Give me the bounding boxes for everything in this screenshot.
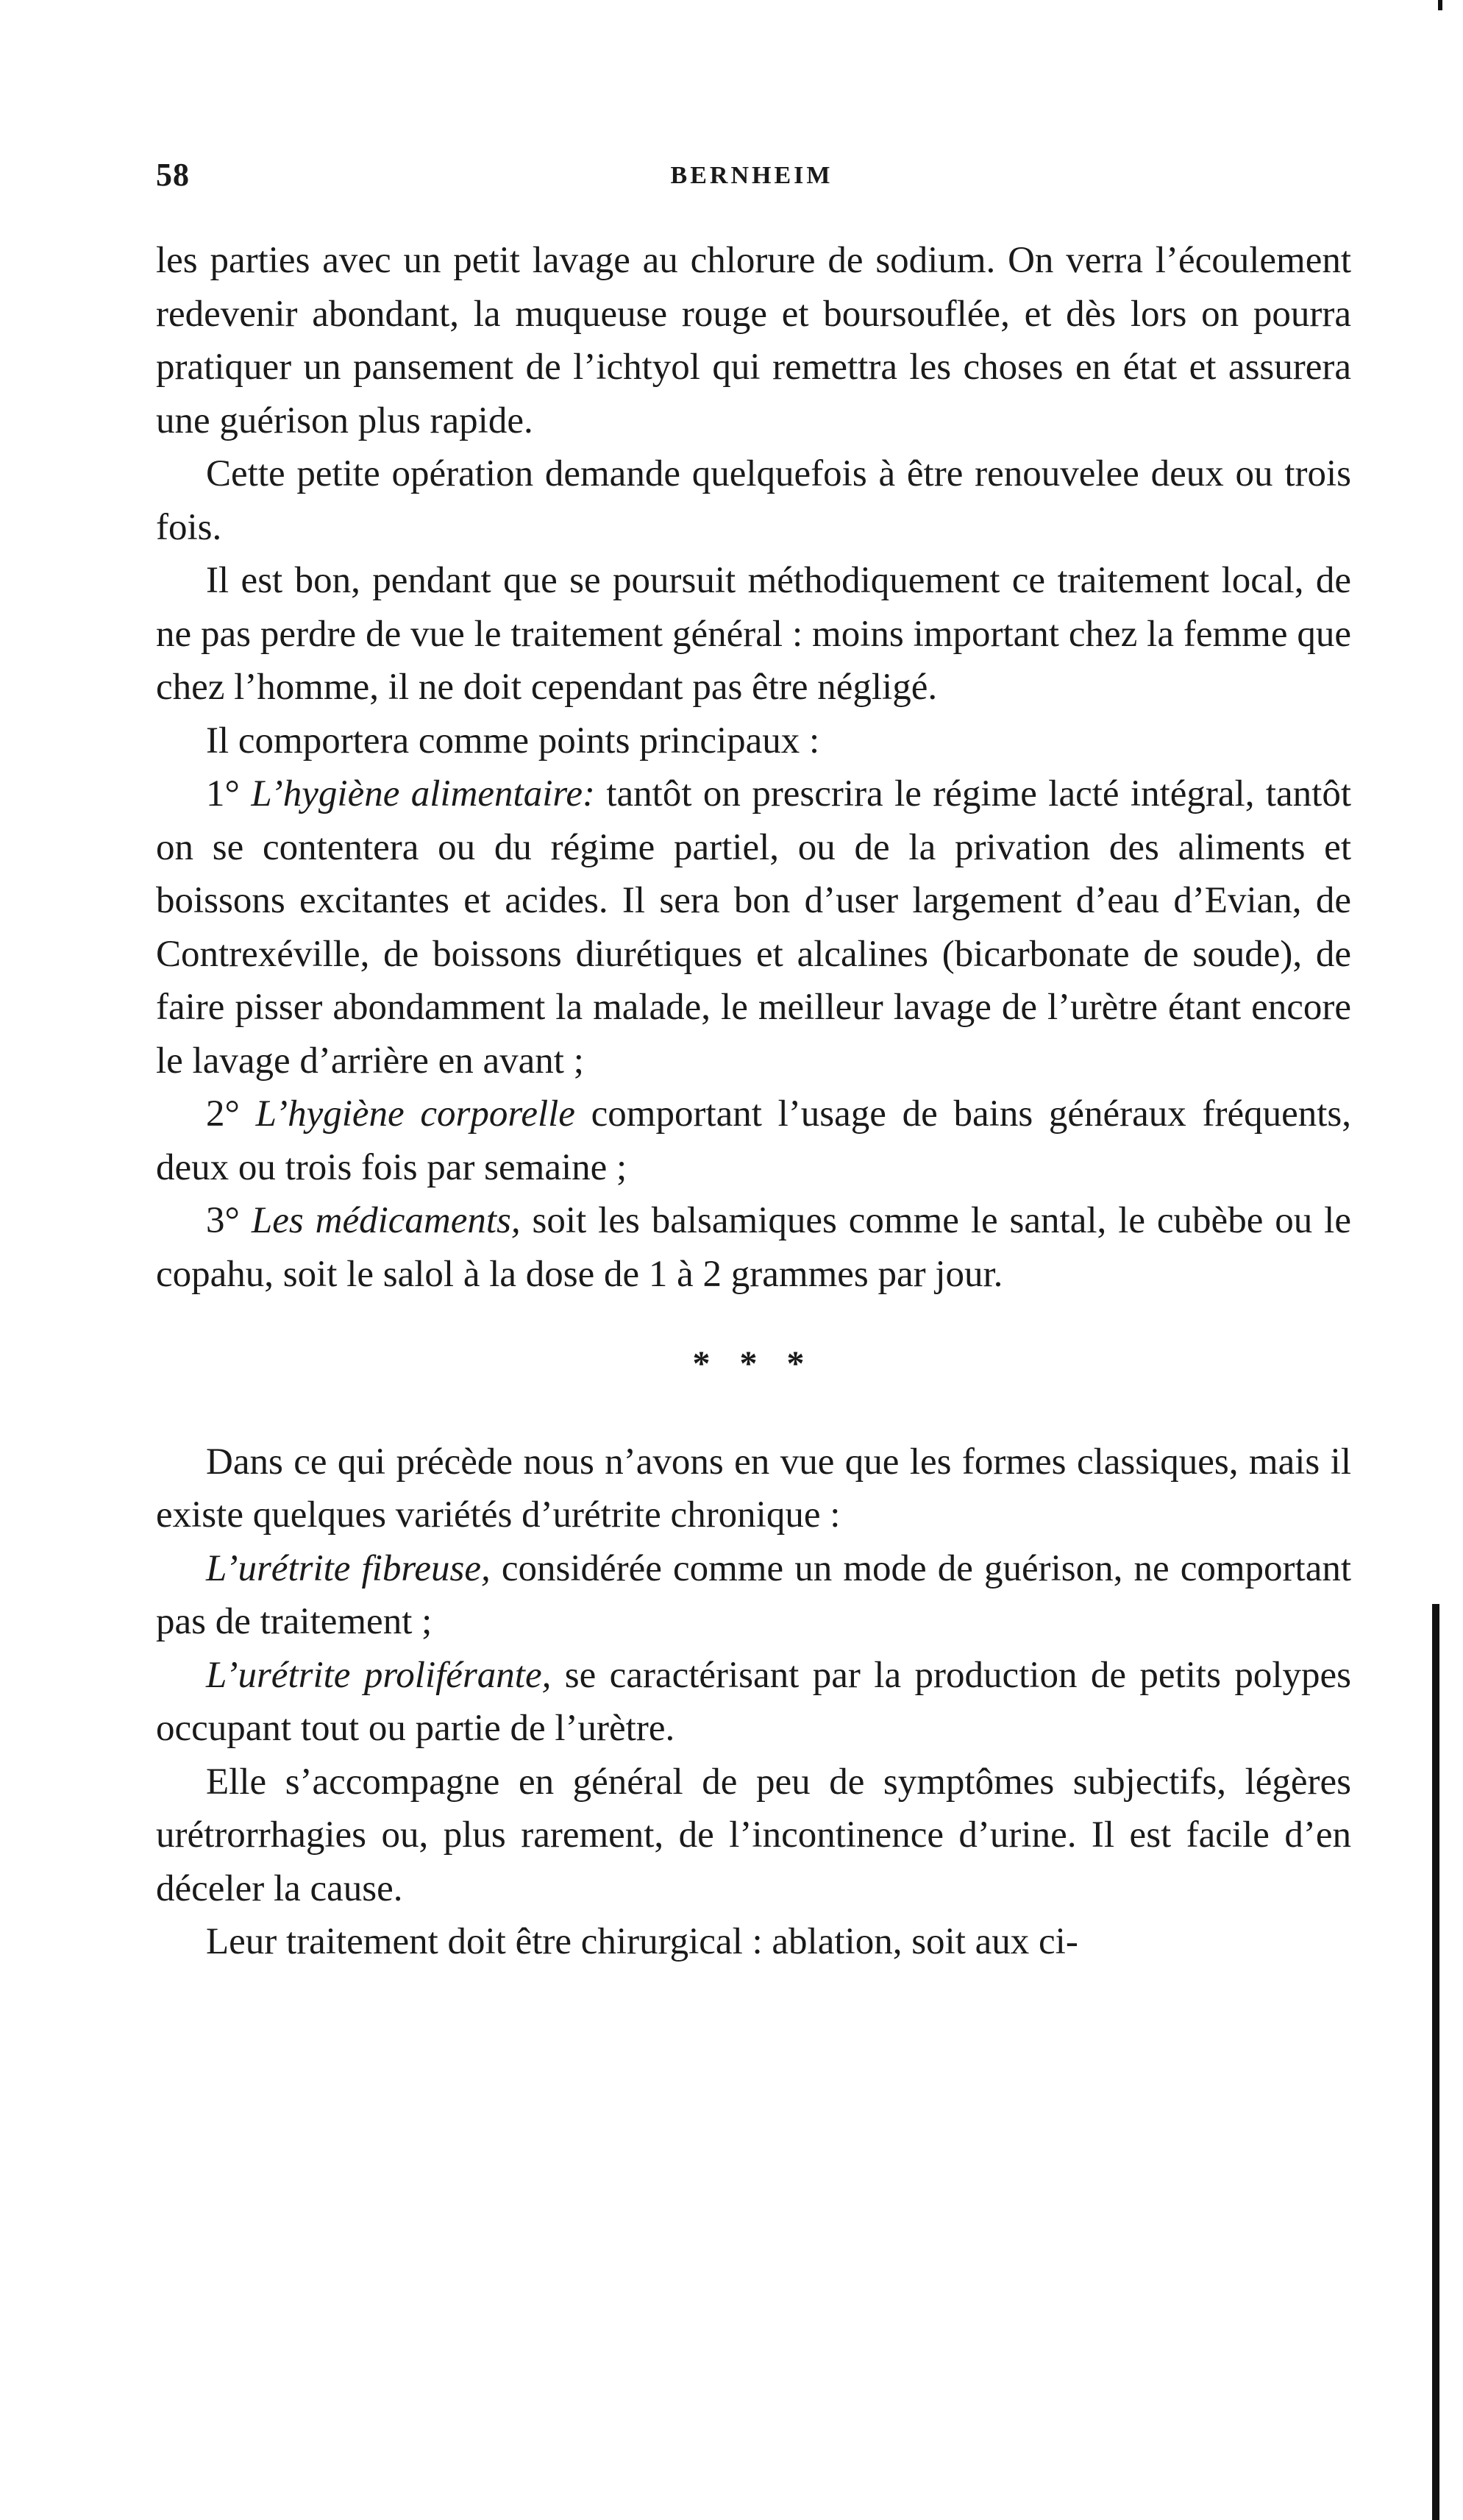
list-item-text: tantôt on prescrira le régime lacté intégral, tantôt on se contentera ou du régime partiel, ou de la privation des aliments et boissons excitantes et acides. Il sera bon d’user largement d’eau d’Evian, de Contrexéville, de boissons diurétiques et alcalines (bicarbonate de soude), de faire pisser abondamment la malade, le meilleur lavage de l’urètre étant encore le lavage d’arrière en avant ; [156,773,1351,1082]
list-item-number: 1° [206,773,240,814]
variety-text: se caractérisant par la production de petits polypes occupant tout ou partie de l’urètre. [156,1654,1351,1749]
list-item-number: 3° [206,1200,240,1241]
page-edge-mark [1438,0,1442,10]
list-item [156,1087,1351,1194]
paragraph: Cette petite opération demande quelquefois à être renouvelee deux ou trois fois. [156,453,1351,548]
variety-title: L’urétrite fibreuse, [206,1547,491,1589]
page-edge-shadow [1432,1604,1439,2520]
list-item-number: 2° [206,1093,240,1135]
paragraph: Leur traitement doit être chirurgical : ablation, soit aux ci- [206,1921,1078,1962]
page-body [156,234,1351,1969]
variety-text: considérée comme un mode de guérison, ne comportant pas de traitement ; [156,1547,1352,1642]
list-item-title: L’hygiène corporelle [255,1093,575,1135]
list-item [156,1194,1351,1301]
paragraph: Il est bon, pendant que se poursuit méthodiquement ce traitement local, de ne pas perdre de vue le traitement général : moins important chez la femme que chez l’homme, il ne doit cependant pas être négligé. [156,560,1351,708]
running-head: BERNHEIM [670,162,833,189]
variety-title: L’urétrite proliférante, [206,1654,552,1696]
list-item [156,767,1351,1087]
list-item-title: L’hygiène alimentaire: [251,773,595,814]
list-item-text: soit les balsamiques comme le santal, le cubèbe ou le copahu, soit le salol à la dose de 1 à 2 grammes par jour. [156,1200,1351,1295]
paragraph: les parties avec un petit lavage au chlorure de sodium. On verra l’écoulement redevenir abondant, la muqueuse rouge et boursouflée, et dès lors on pourra pratiquer un pansement de l’ichtyol qui remettra les choses en état et assurera une guérison plus rapide. [156,240,1351,441]
paragraph: Dans ce qui précède nous n’avons en vue que les formes classiques, mais il existe quelques variétés d’urétrite chronique : [156,1441,1351,1536]
list-item-text: comportant l’usage de bains généraux fréquents, deux ou trois fois par semaine ; [156,1093,1352,1188]
variety-item [156,1649,1351,1756]
variety-item [156,1542,1351,1649]
page-header [156,156,1348,200]
section-separator: * * * [692,1344,815,1383]
paragraph: Il comportera comme points principaux : [206,720,820,762]
paragraph: Elle s’accompagne en général de peu de symptômes subjectifs, légères urétrorrhagies ou, plus rarement, de l’incontinence d’urine. Il est facile d’en déceler la cause. [156,1761,1351,1909]
list-item-title: Les médicaments, [251,1200,521,1241]
page-number: 58 [156,157,190,193]
